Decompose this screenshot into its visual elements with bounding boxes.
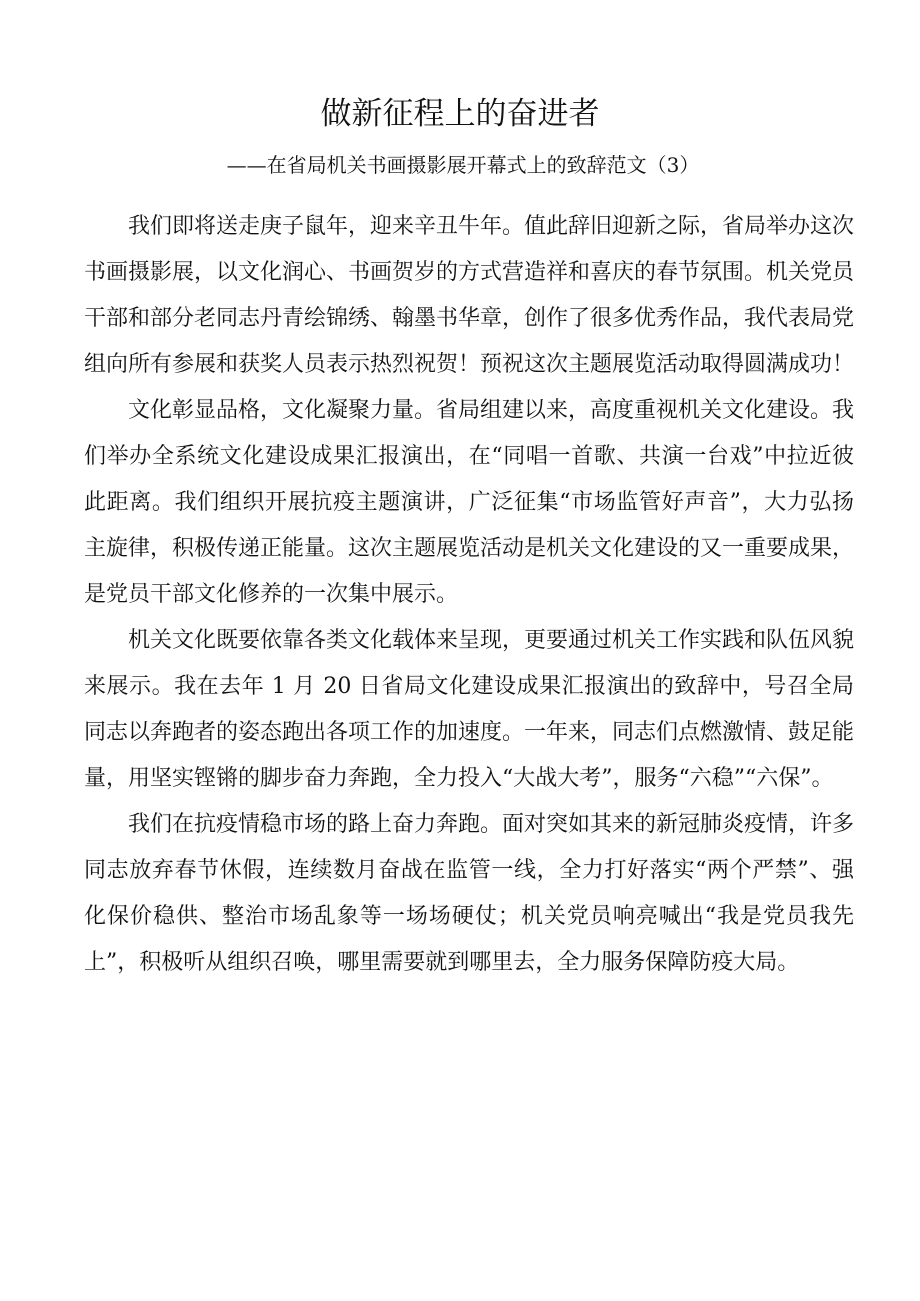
paragraph-2: 文化彰显品格，文化凝聚力量。省局组建以来，高度重视机关文化建设。我们举办全系统文化建设成果汇报演出，在“同唱一首歌、共演一台戏”中拉近彼此距离。我们组织开展抗疫主题演讲，广泛征集“市场监管好声音”，大力弘扬主旋律，积极传递正能量。这次主题展览活动是机关文化建设的又一重要成果，是党员干部文化修养的一次集中展示。 (84, 398, 855, 607)
document-subtitle: ——在省局机关书画摄影展开幕式上的致辞范文（3） (226, 153, 700, 177)
paragraph-4: 我们在抗疫情稳市场的路上奋力奔跑。面对突如其来的新冠肺炎疫情，许多同志放弃春节休假，连续数月奋战在监管一线，全力打好落实“两个严禁”、强化保价稳供、整治市场乱象等一场场硬仗；机关党员响亮喊出“我是党员我先上”，积极听从组织召唤，哪里需要就到哪里去，全力服务保障防疫大局。 (84, 812, 855, 975)
paragraph-1: 我们即将送走庚子鼠年，迎来辛丑牛年。值此辞旧迎新之际，省局举办这次书画摄影展，以文化润心、书画贺岁的方式营造祥和喜庆的春节氛围。机关党员干部和部分老同志丹青绘锦绣、翰墨书华章，创作了很多优秀作品，我代表局党组向所有参展和获奖人员表示热烈祝贺！预祝这次主题展览活动取得圆满成功！ (84, 214, 855, 377)
document-body (84, 204, 854, 986)
document-title: 做新征程上的奋进者 (320, 96, 600, 132)
paragraph-3: 机关文化既要依靠各类文化载体来呈现，更要通过机关工作实践和队伍风貌来展示。我在去年 1 月 20 日省局文化建设成果汇报演出的致辞中，号召全局同志以奔跑者的姿态跑出各项工作的加速度。一年来，同志们点燃激情、鼓足能量，用坚实铿锵的脚步奋力奔跑，全力投入“大战大考”，服务“六稳”“六保”。 (84, 628, 855, 791)
